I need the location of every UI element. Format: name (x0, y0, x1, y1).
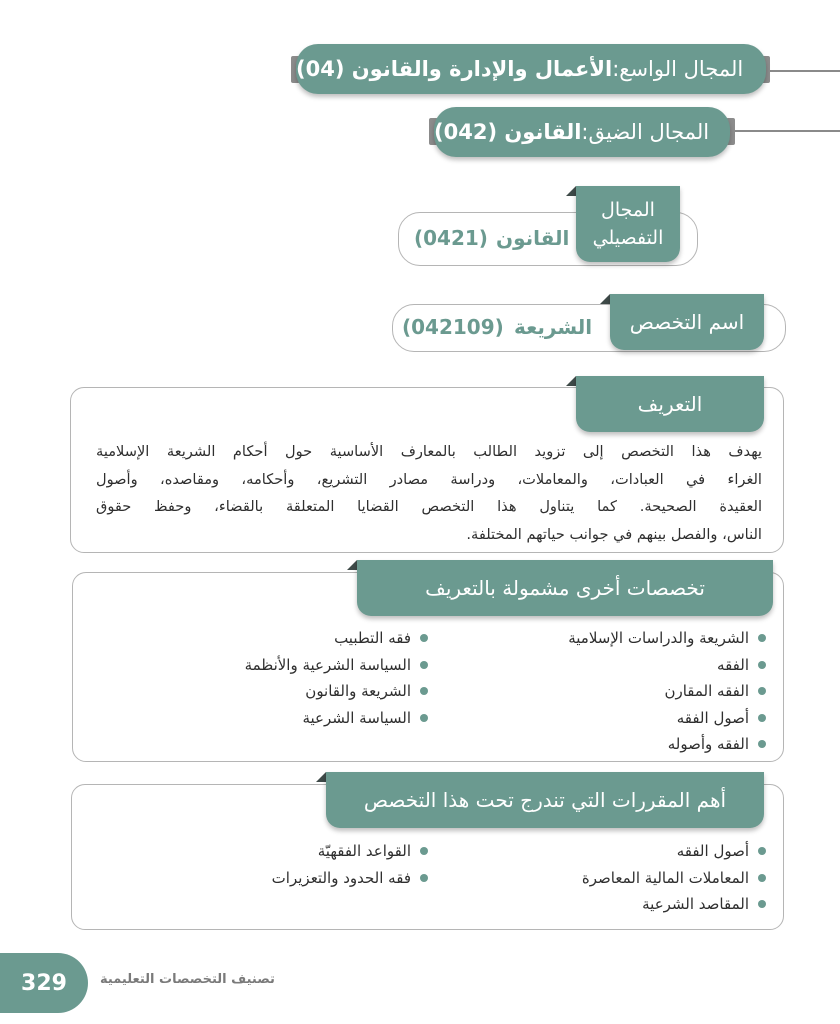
definition-line: يهدف هذا التخصص إلى تزويد الطالب بالمعارف الأساسية حول أحكام الشريعة الإسلامية (96, 443, 762, 460)
courses-tab (326, 772, 764, 828)
specialization-name: الشريعة (514, 315, 593, 339)
list-item: الفقه المقارن (568, 678, 766, 705)
bullet-icon (758, 714, 766, 722)
list-item: الشريعة والدراسات الإسلامية (568, 625, 766, 652)
list-item: فقه التطبيب (245, 625, 428, 652)
bullet-icon (758, 661, 766, 669)
tab-fold (600, 294, 610, 304)
bullet-icon (758, 740, 766, 748)
list-item: السياسة الشرعية (245, 705, 428, 732)
specialization-tab-label: اسم التخصص (629, 310, 745, 334)
detailed-field-tab-line1: المجال (601, 199, 655, 221)
list-item: الشريعة والقانون (245, 678, 428, 705)
bullet-icon (420, 874, 428, 882)
bullet-icon (420, 847, 428, 855)
courses-left-list (272, 838, 428, 891)
list-item: الفقه وأصوله (568, 731, 766, 758)
book-title: تصنيف التخصصات التعليمية (100, 972, 275, 987)
list-item: المقاصد الشرعية (582, 891, 766, 918)
bullet-icon (420, 661, 428, 669)
page-number: 329 (0, 953, 88, 1013)
detailed-field-tab (576, 186, 680, 262)
specialization-code: (042109) (402, 315, 504, 339)
bullet-icon (420, 714, 428, 722)
narrow-field-pill (434, 107, 730, 157)
connector-line (765, 70, 840, 72)
definition-tab (576, 376, 764, 432)
courses-right-list (582, 838, 766, 918)
specialization-tab (610, 294, 764, 350)
list-item: المعاملات المالية المعاصرة (582, 865, 766, 892)
other-specializations-tab (357, 560, 773, 616)
connector-line (728, 130, 840, 132)
tab-fold (566, 376, 576, 386)
definition-line: الناس، والفصل بينهم في جوانب حياتهم المختلفة. (466, 525, 762, 543)
list-item: القواعد الفقهيّة (272, 838, 428, 865)
narrow-field-label: المجال الضيق: (581, 120, 710, 144)
broad-field-label: المجال الواسع: (612, 57, 744, 81)
list-item: الفقه (568, 652, 766, 679)
other-specializations-title: تخصصات أخرى مشمولة بالتعريف (425, 576, 705, 600)
list-item: فقه الحدود والتعزيرات (272, 865, 428, 892)
tab-fold (316, 772, 326, 782)
definition-line: الغراء في العبادات، والمعاملات، ودراسة مصادر التشريع، وأحكامه، ومقاصده، وأصول (96, 470, 762, 488)
detailed-field-name: القانون (496, 226, 570, 250)
bullet-icon (758, 847, 766, 855)
bullet-icon (758, 687, 766, 695)
broad-field-pill (296, 44, 766, 94)
broad-field-value: الأعمال والإدارة والقانون (04) (296, 57, 613, 81)
definition-title: التعريف (637, 392, 703, 416)
definition-line: العقيدة الصحيحة. كما يتناول هذا التخصص القضايا المتعلقة بالقضاء، وحفظ حقوق (96, 498, 762, 515)
tab-fold (566, 186, 576, 196)
bullet-icon (758, 634, 766, 642)
bullet-icon (758, 900, 766, 908)
other-specializations-left-list (245, 625, 428, 731)
bullet-icon (758, 874, 766, 882)
detailed-field-code: (0421) (414, 226, 488, 250)
definition-text (96, 438, 762, 548)
other-specializations-right-list (568, 625, 766, 758)
tab-fold (347, 560, 357, 570)
narrow-field-value: القانون (042) (434, 120, 582, 144)
list-item: السياسة الشرعية والأنظمة (245, 652, 428, 679)
bullet-icon (420, 687, 428, 695)
courses-title: أهم المقررات التي تندرج تحت هذا التخصص (363, 788, 727, 812)
list-item: أصول الفقه (568, 705, 766, 732)
list-item: أصول الفقه (582, 838, 766, 865)
detailed-field-tab-line2: التفصيلي (592, 227, 664, 249)
bullet-icon (420, 634, 428, 642)
